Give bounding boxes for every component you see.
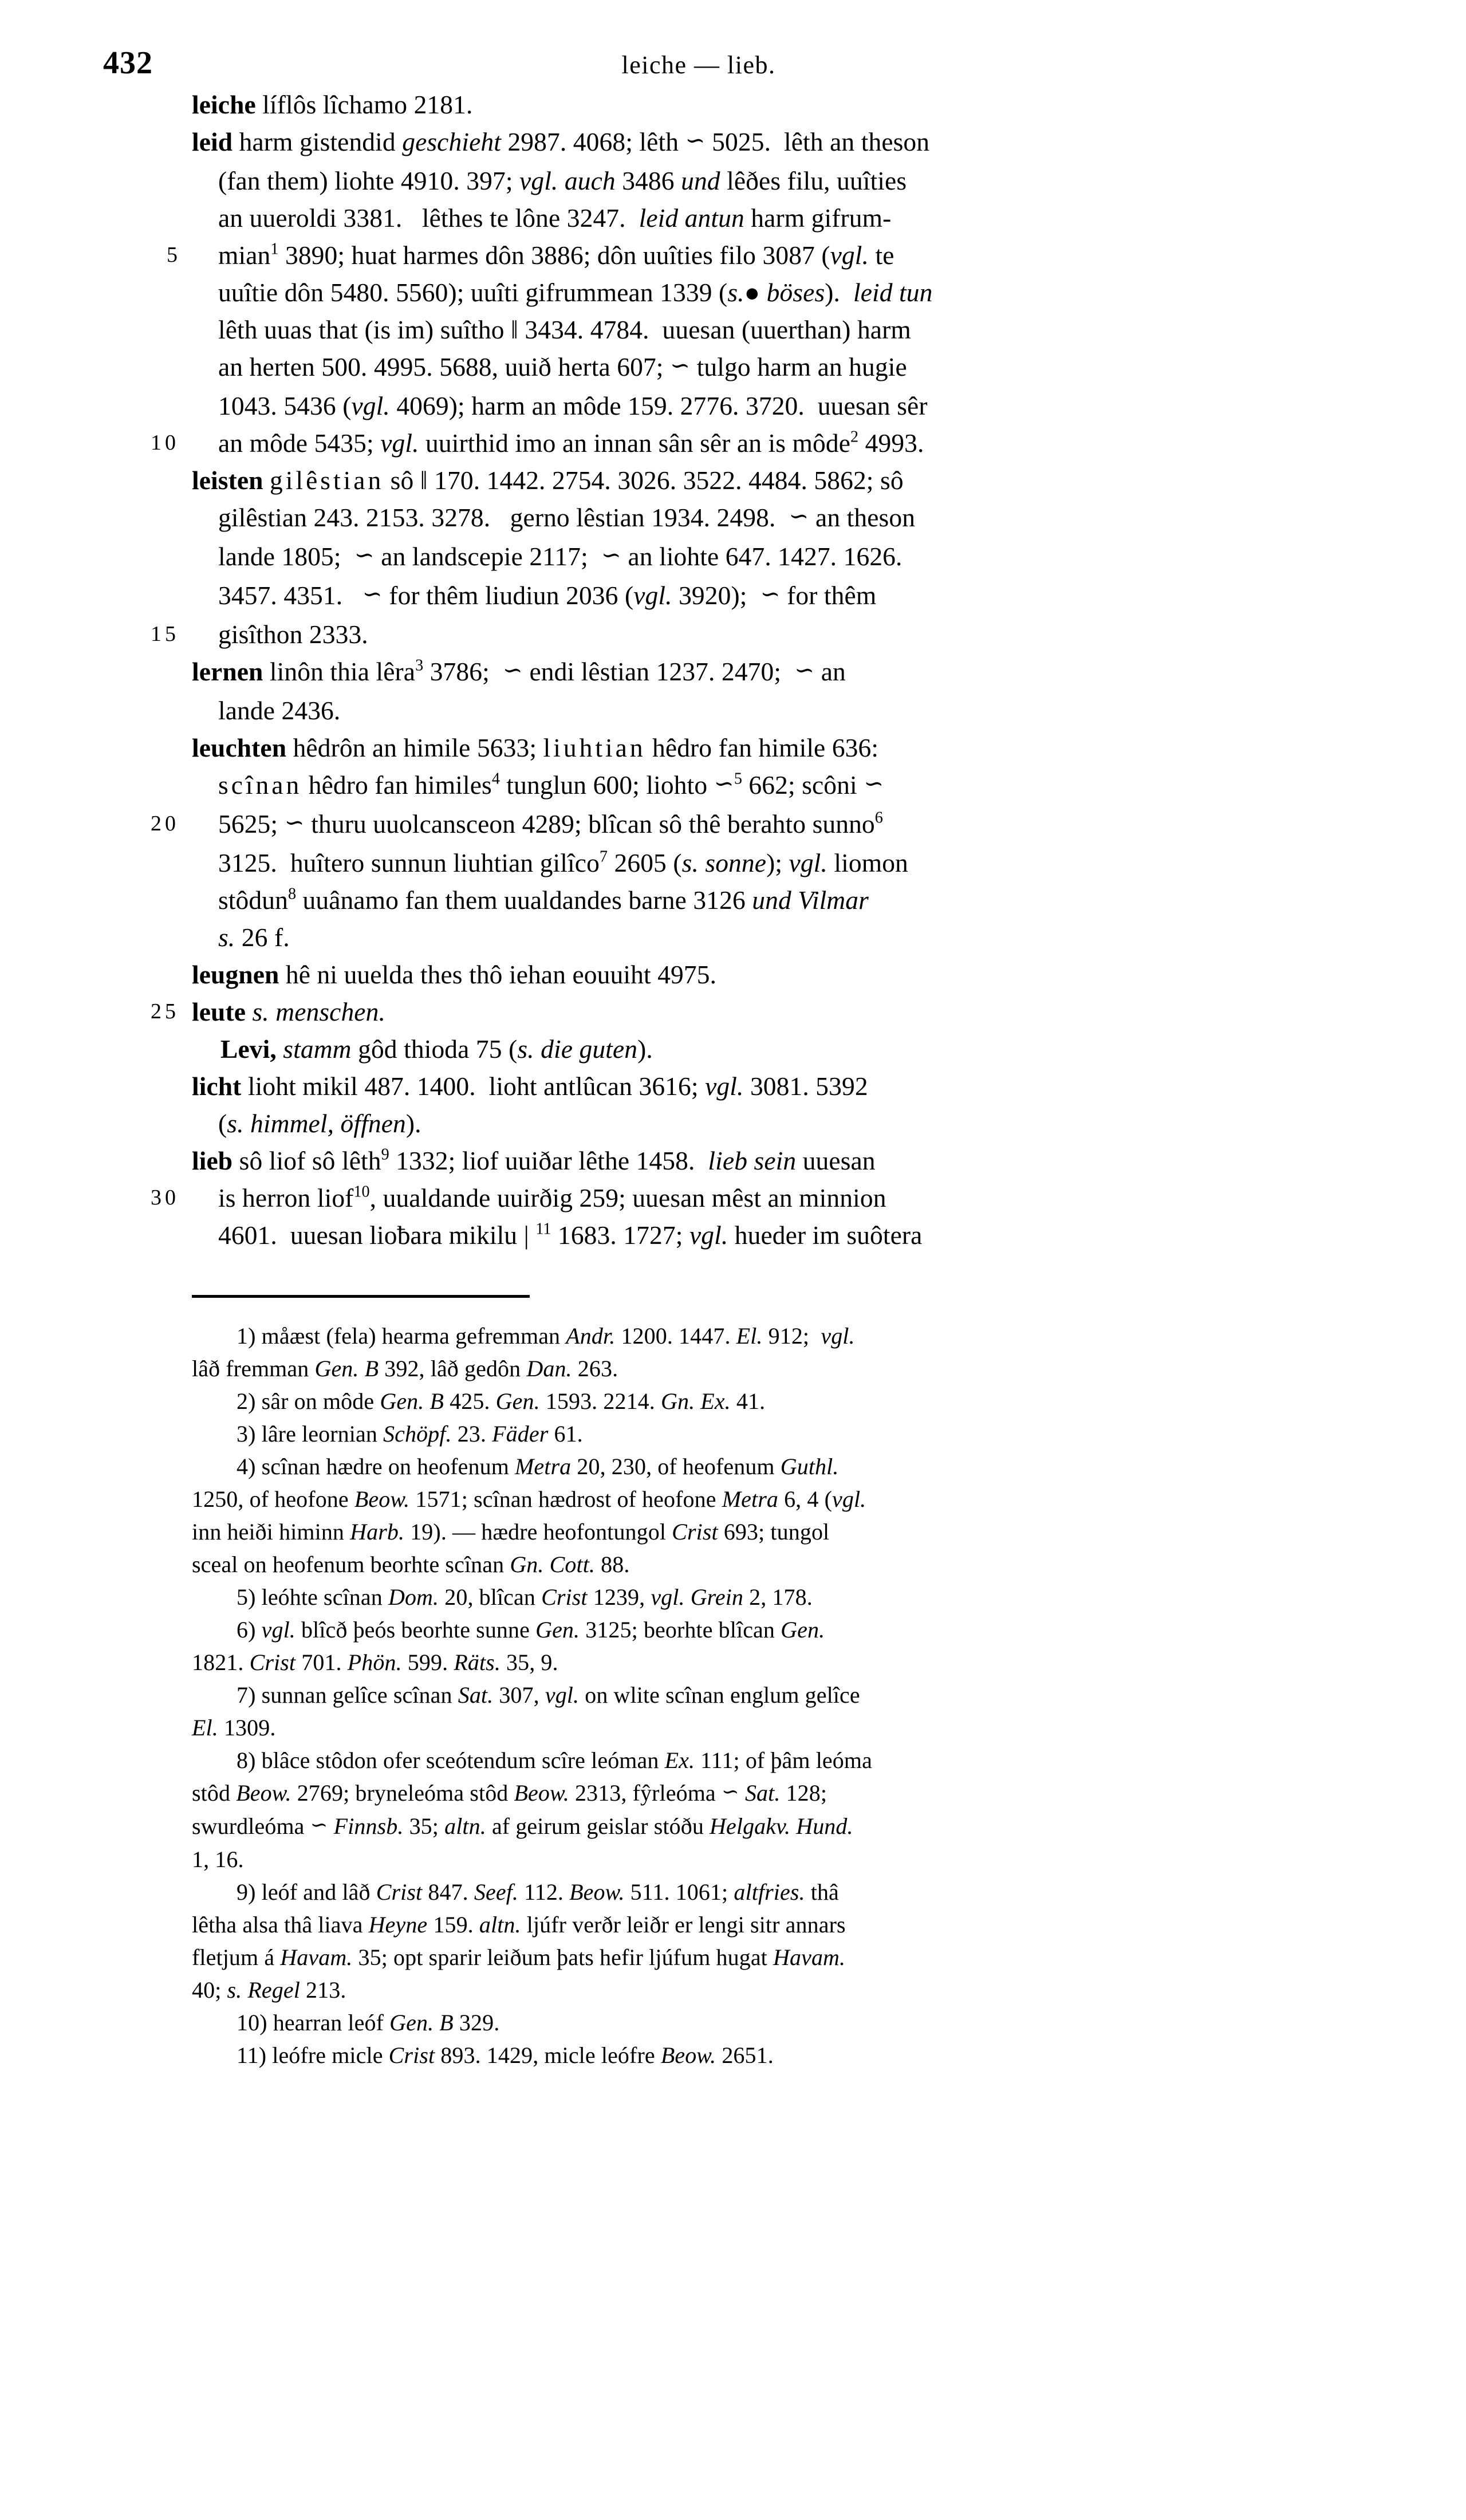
glossary-line [192, 844, 1377, 881]
glossary-line [192, 881, 1377, 919]
glossary-line-text: leute s. menschen. [192, 997, 385, 1026]
footnote-line: 1, 16. [192, 1846, 244, 1872]
footnote-line: 7) sunnan gelîce scînan Sat. 307, vgl. on wlite scînan englum gelîce [237, 1682, 860, 1708]
footnote-line: 5) leóhte scînan Dom. 20, blîcan Crist 1239, vgl. Grein 2, 178. [237, 1584, 813, 1610]
glossary-line-text: (s. himmel, öffnen). [218, 1109, 421, 1138]
footnote-line: lâð fremman Gen. B 392, lâð gedôn Dan. 263. [192, 1356, 618, 1381]
glossary-line [192, 729, 1377, 766]
glossary-line [192, 766, 1377, 805]
footnote-line: 11) leófre micle Crist 893. 1429, micle leófre Beow. 2651. [237, 2042, 774, 2068]
glossary-line-text: 5625; ∽ thuru uuolcansceon 4289; blîcan sô thê berahto sunno$^6$ [218, 809, 883, 838]
glossary-line-text: stôdun$^8$ uuânamo fan them uualdandes barne 3126 und Vilmar [218, 885, 869, 915]
glossary-line-text: 4601. uuesan lioƀara mikilu | $^{11}$ 1683. 1727; vgl. hueder im suôtera [218, 1220, 923, 1250]
glossary-line [192, 1068, 1377, 1105]
glossary-line [151, 424, 1377, 462]
footnote-rule-wrap [89, 1254, 1377, 1298]
footnote-line: 9) leóf and lâð Crist 847. Seef. 112. Beow. 511. 1061; altfries. thâ [237, 1879, 839, 1905]
page-number: 432 [103, 45, 153, 81]
line-number: 10 [151, 431, 179, 455]
glossary-line [192, 462, 1377, 499]
footnote-line: 2) sâr on môde Gen. B 425. Gen. 1593. 2214. Gn. Ex. 41. [237, 1388, 766, 1414]
glossary-body [89, 86, 1377, 1254]
footnote-line: 1821. Crist 701. Phön. 599. Räts. 35, 9. [192, 1649, 558, 1675]
glossary-line-text: scînan hêdro fan himiles$^4$ tunglun 600; liohto ∽$^5$ 662; scôni ∽ [218, 770, 884, 800]
glossary-line-text: lande 2436. [218, 696, 341, 725]
glossary-line [192, 653, 1377, 692]
glossary-line-text: lêth uuas that (is im) suîtho ‖ 3434. 4784. uuesan (uuerthan) harm [218, 315, 911, 344]
glossary-line [192, 274, 1377, 311]
glossary-line [192, 577, 1377, 616]
footnote-line: 1250, of heofone Beow. 1571; scînan hædrost of heofone Metra 6, 4 (vgl. [192, 1486, 866, 1512]
glossary-line [192, 1105, 1377, 1142]
running-head-title: leiche — lieb. [621, 51, 776, 79]
footnote-line: El. 1309. [192, 1715, 276, 1741]
footnote-line: 40; s. Regel 213. [192, 1977, 346, 2003]
glossary-line [151, 993, 1377, 1030]
glossary-line [192, 199, 1377, 237]
glossary-line-text: leuchten hêdrôn an himile 5633; liuhtian hêdro fan himile 636: [192, 733, 879, 762]
glossary-line-text: leiche líflôs lîchamo 2181. [192, 90, 473, 119]
footnotes-block [89, 1298, 1377, 2072]
glossary-line-text: licht lioht mikil 487. 1400. lioht antlûcan 3616; vgl. 3081. 5392 [192, 1072, 868, 1101]
footnote-line: 8) blâce stôdon ofer sceótendum scîre leóman Ex. 111; of þâm leóma [237, 1747, 872, 1773]
footnote-line: 10) hearran leóf Gen. B 329. [237, 2010, 500, 2035]
glossary-line-text: lande 1805; ∽ an landscepie 2117; ∽ an liohte 647. 1427. 1626. [218, 542, 903, 571]
glossary-line [192, 499, 1377, 538]
footnote-line: lêtha alsa thâ liava Heyne 159. altn. ljúfr verðr leiðr er lengi sitr annars [192, 1912, 846, 1938]
glossary-line-text: 3457. 4351. ∽ for thêm liudiun 2036 (vgl. 3920); ∽ for thêm [218, 581, 877, 610]
glossary-line [151, 1179, 1377, 1216]
glossary-line-text: an uueroldi 3381. lêthes te lône 3247. leid antun harm gifrum- [218, 203, 892, 233]
running-head [0, 0, 1466, 86]
glossary-line [192, 956, 1377, 993]
footnote-line: fletjum á Havam. 35; opt sparir leiðum þats hefir ljúfum hugat Havam. [192, 1944, 846, 1970]
glossary-line-text: lieb sô liof sô lêth$^9$ 1332; liof uuiðar lêthe 1458. lieb sein uuesan [192, 1145, 876, 1175]
glossary-line [192, 1216, 1377, 1254]
footnote-line: 1) måæst (fela) hearma gefremman Andr. 1200. 1447. El. 912; vgl. [237, 1323, 855, 1349]
line-number: 30 [151, 1186, 179, 1210]
glossary-line-text: leid harm gistendid geschieht 2987. 4068; lêth ∽ 5025. lêth an theson [192, 127, 930, 156]
glossary-line-text: an môde 5435; vgl. uuirthid imo an innan sân sêr an is môde$^2$ 4993. [218, 428, 924, 458]
glossary-line-text: uuîtie dôn 5480. 5560); uuîti gifrummean 1339 (s.● böses). leid tun [218, 278, 933, 307]
line-number: 15 [151, 622, 179, 646]
glossary-line [192, 1142, 1377, 1179]
glossary-line [192, 311, 1377, 348]
glossary-line [192, 348, 1377, 387]
line-number: 25 [151, 999, 179, 1023]
glossary-line [167, 237, 1377, 274]
glossary-line-text: s. 26 f. [218, 923, 290, 952]
line-number: 20 [151, 812, 179, 836]
glossary-line [192, 86, 1377, 123]
glossary-line-text: mian$^1$ 3890; huat harmes dôn 3886; dôn uuîties filo 3087 (vgl. te [218, 240, 894, 270]
glossary-line-text: leisten gilêstian sô ‖ 170. 1442. 2754. 3026. 3522. 4484. 5862; sô [192, 466, 904, 495]
footnote-line: 3) lâre leornian Schöpf. 23. Fäder 61. [237, 1421, 583, 1447]
glossary-line [151, 805, 1377, 844]
glossary-line [192, 387, 1377, 424]
footnote-line: 6) vgl. blîcð þeós beorhte sunne Gen. 3125; beorhte blîcan Gen. [237, 1617, 825, 1643]
glossary-line-text: 3125. huîtero sunnun liuhtian gilîco$^7$ 2605 (s. sonne); vgl. liomon [218, 848, 908, 877]
glossary-line-text: leugnen hê ni uuelda thes thô iehan eouuiht 4975. [192, 960, 717, 989]
glossary-line [192, 123, 1377, 162]
glossary-line [192, 692, 1377, 729]
glossary-line [192, 919, 1377, 956]
glossary-line-text: Levi, stamm gôd thioda 75 (s. die guten). [220, 1034, 653, 1064]
glossary-line-text: an herten 500. 4995. 5688, uuið herta 607; ∽ tulgo harm an hugie [218, 352, 907, 381]
footnote-line: swurdleóma ∽ Finnsb. 35; altn. af geirum geislar stóðu Helgakv. Hund. [192, 1813, 853, 1839]
glossary-line [151, 616, 1377, 653]
glossary-line [192, 538, 1377, 577]
glossary-line [192, 1030, 1377, 1068]
glossary-line-text: 1043. 5436 (vgl. 4069); harm an môde 159. 2776. 3720. uuesan sêr [218, 391, 928, 420]
footnote-line: 4) scînan hædre on heofenum Metra 20, 230, of heofenum Guthl. [237, 1454, 839, 1479]
glossary-line-text: lernen linôn thia lêra$^3$ 3786; ∽ endi lêstian 1237. 2470; ∽ an [192, 656, 846, 686]
line-number: 5 [167, 243, 179, 267]
footnote-line: inn heiði himinn Harb. 19). — hædre heofontungol Crist 693; tungol [192, 1519, 830, 1545]
glossary-line [192, 162, 1377, 199]
footnote-line: sceal on heofenum beorhte scînan Gn. Cott. 88. [192, 1552, 630, 1577]
glossary-line-text: is herron liof$^{10}$, uualdande uuirðig 259; uuesan mêst an minnion [218, 1183, 886, 1212]
footnote-line: stôd Beow. 2769; bryneleóma stôd Beow. 2313, fŷrleóma ∽ Sat. 128; [192, 1779, 827, 1806]
glossary-line-text: gisîthon 2333. [218, 620, 368, 649]
glossary-line-text: (fan them) liohte 4910. 397; vgl. auch 3486 und lêðes filu, uuîties [218, 166, 907, 195]
glossary-line-text: gilêstian 243. 2153. 3278. gerno lêstian 1934. 2498. ∽ an theson [218, 503, 916, 532]
